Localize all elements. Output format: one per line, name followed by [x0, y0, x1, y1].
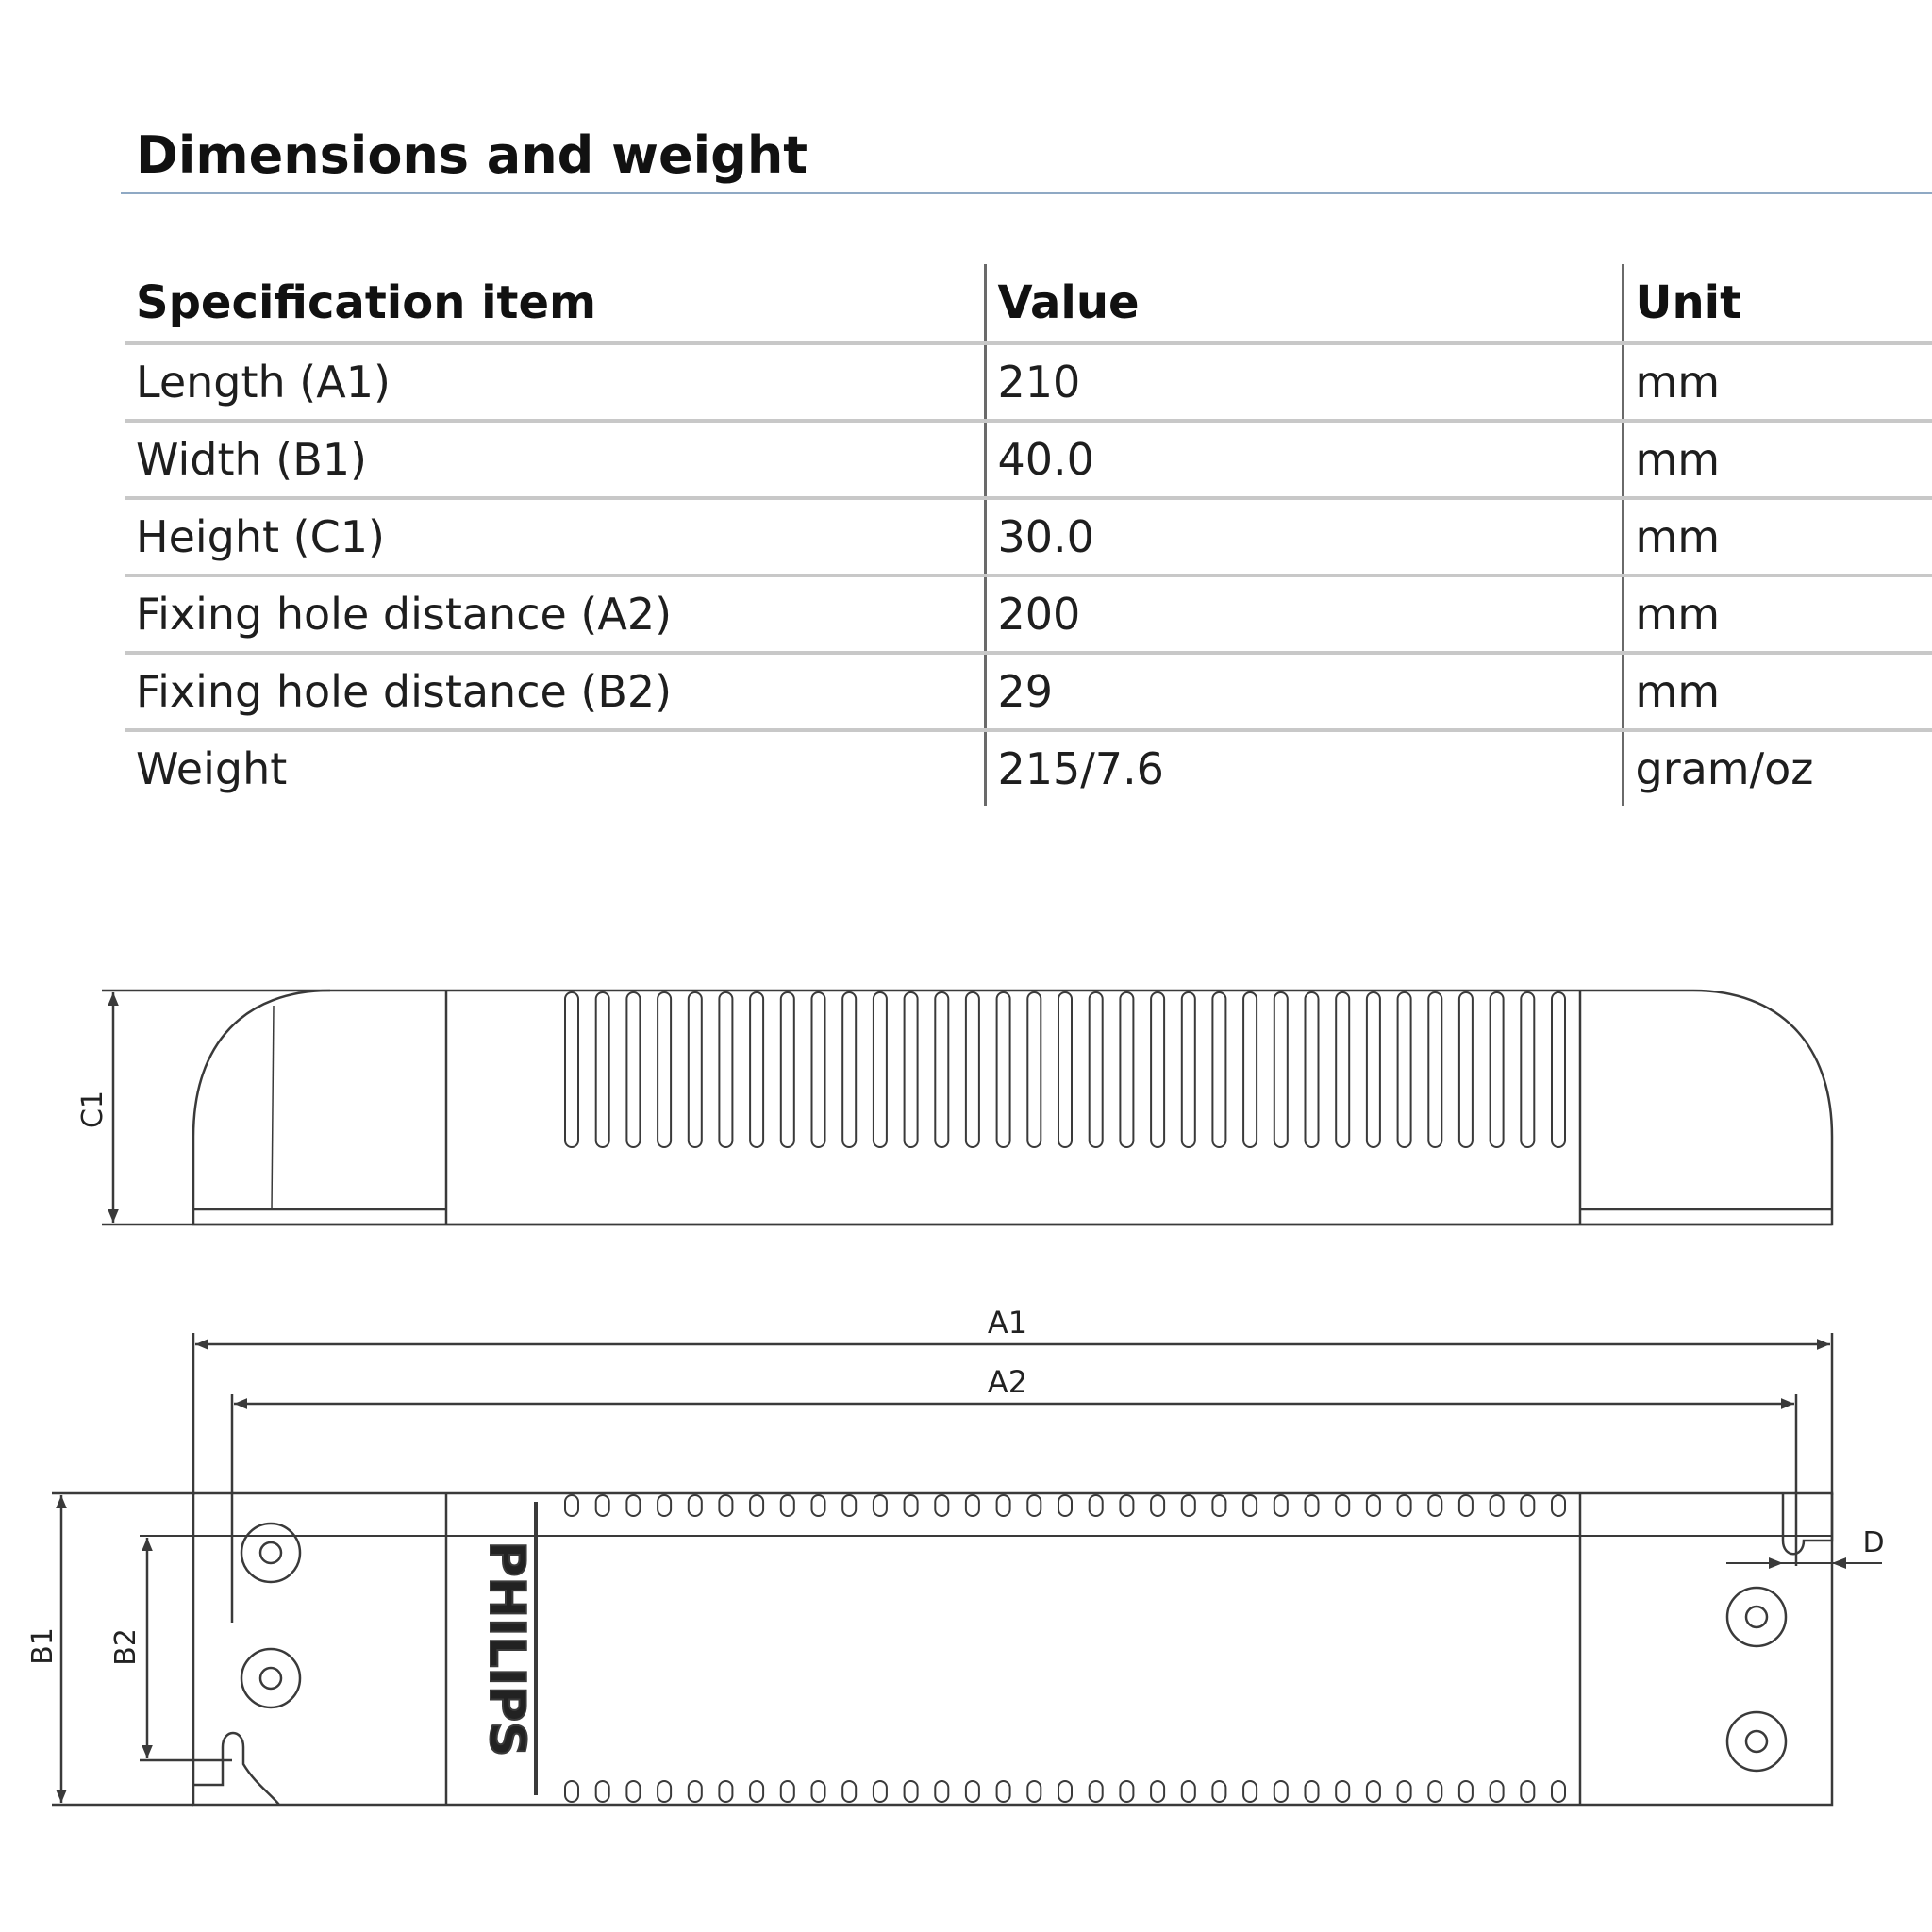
vent-slot	[1151, 1781, 1164, 1802]
vent-slot	[1212, 1781, 1225, 1802]
vent-slot	[966, 992, 979, 1147]
vent-slot	[1428, 992, 1441, 1147]
vent-slot	[905, 1495, 918, 1516]
vent-slot	[1090, 1495, 1103, 1516]
vent-slot	[1552, 992, 1565, 1147]
vent-slot	[966, 1495, 979, 1516]
vent-slot	[812, 1781, 825, 1802]
vent-slot	[1491, 1495, 1504, 1516]
a2-label: A2	[987, 1364, 1028, 1400]
vent-slot	[1182, 1781, 1195, 1802]
vent-slot	[1151, 1495, 1164, 1516]
vent-slot	[750, 1781, 763, 1802]
vent-slot	[1398, 1495, 1411, 1516]
cell-value: 29	[985, 653, 1623, 730]
vent-slot	[997, 1495, 1010, 1516]
d-label: D	[1862, 1526, 1885, 1559]
vent-slot	[1367, 992, 1380, 1147]
vent-slot	[658, 992, 671, 1147]
vent-slot	[1090, 1781, 1103, 1802]
vent-slot	[1120, 992, 1133, 1147]
vent-slot	[997, 992, 1010, 1147]
vent-slot	[1552, 1781, 1565, 1802]
vent-slot	[781, 1495, 794, 1516]
vent-slot	[874, 992, 887, 1147]
cell-value: 200	[985, 575, 1623, 653]
vent-slot	[1306, 1781, 1319, 1802]
side-view-outline	[193, 991, 1832, 1224]
vent-slot	[596, 1781, 609, 1802]
b1-label: B1	[26, 1627, 59, 1665]
cell-item: Fixing hole distance (A2)	[125, 575, 985, 653]
cell-item: Width (B1)	[125, 421, 985, 498]
vent-slot	[1521, 1781, 1534, 1802]
vent-slot	[1027, 992, 1041, 1147]
cell-unit: mm	[1623, 575, 1932, 653]
vent-slot	[1367, 1781, 1380, 1802]
vent-slot	[1459, 992, 1473, 1147]
vent-slot	[1552, 1495, 1565, 1516]
vent-slot	[874, 1781, 887, 1802]
fixing-hole-inner	[1746, 1607, 1767, 1627]
vent-slot	[1336, 1781, 1349, 1802]
d-arrow-left	[1769, 1557, 1783, 1569]
vent-slot	[565, 1495, 578, 1516]
vent-slot	[1058, 1495, 1072, 1516]
vent-slot	[1182, 1495, 1195, 1516]
vent-slot	[842, 1495, 856, 1516]
a1-label: A1	[987, 1305, 1028, 1341]
vent-slot	[626, 1495, 640, 1516]
vent-slot	[1428, 1495, 1441, 1516]
vent-slot	[1459, 1495, 1473, 1516]
side-view	[76, 991, 1832, 1224]
mounting-slot-right	[1783, 1493, 1832, 1554]
vent-slot	[1212, 1495, 1225, 1516]
vent-slot	[626, 1781, 640, 1802]
cell-value: 210	[985, 343, 1623, 421]
vent-slot	[658, 1781, 671, 1802]
side-view-vent-slots	[565, 992, 1565, 1147]
top-view-body	[193, 1493, 1832, 1805]
vent-slot	[1090, 992, 1103, 1147]
vent-slot	[781, 992, 794, 1147]
d-arrow-right	[1832, 1557, 1846, 1569]
vent-slot	[596, 1495, 609, 1516]
cell-unit: mm	[1623, 653, 1932, 730]
cell-item: Height (C1)	[125, 498, 985, 575]
cell-unit: gram/oz	[1623, 730, 1932, 806]
vent-slot	[1027, 1781, 1041, 1802]
cell-value: 215/7.6	[985, 730, 1623, 806]
top-view-vent-slots	[565, 1495, 1565, 1802]
fixing-hole-outer	[242, 1524, 300, 1582]
vent-slot	[658, 1495, 671, 1516]
vent-slot	[842, 1781, 856, 1802]
cell-unit: mm	[1623, 343, 1932, 421]
c1-label: C1	[76, 1090, 109, 1129]
vent-slot	[1398, 992, 1411, 1147]
vent-slot	[689, 992, 702, 1147]
vent-slot	[719, 1495, 732, 1516]
vent-slot	[1151, 992, 1164, 1147]
vent-slot	[596, 992, 609, 1147]
vent-slot	[935, 1781, 948, 1802]
vent-slot	[1367, 1495, 1380, 1516]
vent-slot	[1212, 992, 1225, 1147]
vent-slot	[1120, 1495, 1133, 1516]
column-header-unit: Unit	[1623, 264, 1932, 343]
vent-slot	[781, 1781, 794, 1802]
vent-slot	[1428, 1781, 1441, 1802]
vent-slot	[689, 1781, 702, 1802]
vent-slot	[935, 1495, 948, 1516]
vent-slot	[1306, 1495, 1319, 1516]
vent-slot	[750, 1495, 763, 1516]
vent-slot	[1274, 1781, 1288, 1802]
vent-slot	[626, 992, 640, 1147]
vent-slot	[1027, 1495, 1041, 1516]
fixing-hole-outer	[1727, 1588, 1786, 1646]
side-view-curve-seam	[272, 1006, 274, 1209]
vent-slot	[1336, 992, 1349, 1147]
vent-slot	[1306, 992, 1319, 1147]
vent-slot	[1182, 992, 1195, 1147]
fixing-hole-inner	[1746, 1731, 1767, 1752]
cell-value: 40.0	[985, 421, 1623, 498]
fixing-hole-outer	[1727, 1712, 1786, 1771]
vent-slot	[1058, 1781, 1072, 1802]
fixing-hole-inner	[260, 1542, 281, 1563]
vent-slot	[1521, 1495, 1534, 1516]
vent-slot	[1491, 1781, 1504, 1802]
vent-slot	[1243, 1495, 1257, 1516]
vent-slot	[905, 1781, 918, 1802]
vent-slot	[750, 992, 763, 1147]
vent-slot	[966, 1781, 979, 1802]
brand-logo-text: PHILIPS	[478, 1541, 535, 1757]
vent-slot	[874, 1495, 887, 1516]
vent-slot	[812, 1495, 825, 1516]
b2-label: B2	[109, 1628, 142, 1666]
vent-slot	[1274, 1495, 1288, 1516]
fixing-hole-inner	[260, 1668, 281, 1689]
vent-slot	[719, 1781, 732, 1802]
cell-value: 30.0	[985, 498, 1623, 575]
vent-slot	[565, 1781, 578, 1802]
cell-item: Fixing hole distance (B2)	[125, 653, 985, 730]
vent-slot	[1459, 1781, 1473, 1802]
vent-slot	[1120, 1781, 1133, 1802]
vent-slot	[842, 992, 856, 1147]
vent-slot	[689, 1495, 702, 1516]
vent-slot	[997, 1781, 1010, 1802]
vent-slot	[935, 992, 948, 1147]
cell-item: Length (A1)	[125, 343, 985, 421]
vent-slot	[1521, 992, 1534, 1147]
cell-unit: mm	[1623, 498, 1932, 575]
vent-slot	[1398, 1781, 1411, 1802]
vent-slot	[1491, 992, 1504, 1147]
fixing-hole-outer	[242, 1649, 300, 1707]
top-view	[26, 1305, 1885, 1805]
vent-slot	[719, 992, 732, 1147]
vent-slot	[1243, 1781, 1257, 1802]
column-header-value: Value	[985, 264, 1623, 343]
cell-unit: mm	[1623, 421, 1932, 498]
vent-slot	[1336, 1495, 1349, 1516]
vent-slot	[1058, 992, 1072, 1147]
column-header-item: Specification item	[125, 264, 985, 343]
vent-slot	[905, 992, 918, 1147]
vent-slot	[1274, 992, 1288, 1147]
vent-slot	[1243, 992, 1257, 1147]
mounting-slot-left	[193, 1733, 279, 1805]
vent-slot	[565, 992, 578, 1147]
vent-slot	[812, 992, 825, 1147]
cell-item: Weight	[136, 743, 288, 794]
page-title: Dimensions and weight	[136, 125, 808, 185]
